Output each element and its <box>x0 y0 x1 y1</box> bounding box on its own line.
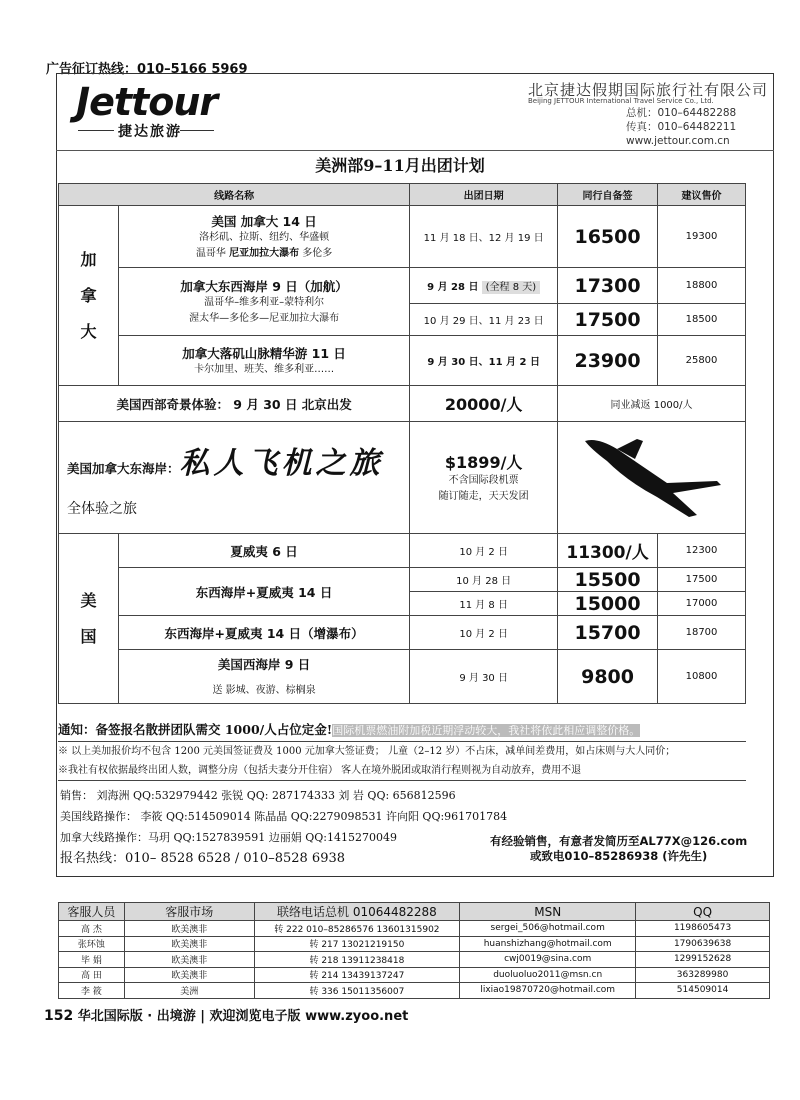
jet-image-cell <box>558 422 746 534</box>
cs-cell: 363289980 <box>636 967 770 983</box>
cs-cell: 欧美澳非 <box>124 952 254 968</box>
cs-cell: 1198605473 <box>636 921 770 937</box>
cs-cell: 毕 娟 <box>59 952 125 968</box>
agent-price: 9800 <box>558 650 658 704</box>
jettour-logo: Jettour <box>76 80 218 124</box>
route-west-usa: 美国西部奇景体验： 9 月 30 日 北京出发 <box>59 386 410 422</box>
agent-price: 11300/人 <box>558 534 658 568</box>
company-name-cn: 北京捷达假期国际旅行社有限公司 <box>528 81 769 99</box>
retail-price: 18500 <box>658 304 746 336</box>
private-jet-handwriting: 私人飞机之旅 <box>179 445 384 481</box>
cs-cell: 1299152628 <box>636 952 770 968</box>
tour-schedule-table <box>58 183 746 704</box>
route-usa-2: 东西海岸+夏威夷 14 日 <box>118 568 409 616</box>
date-cell: 10 月 28 日 <box>410 568 558 592</box>
agent-price: 17500 <box>558 304 658 336</box>
cs-cell: cwj0019@sina.com <box>460 952 636 968</box>
retail-price: 18700 <box>658 616 746 650</box>
route-usa-3: 东西海岸+夏威夷 14 日（增瀑布） <box>118 616 409 650</box>
cs-cell: 张环蚀 <box>59 936 125 952</box>
table-row <box>59 952 770 968</box>
notes-block <box>58 720 746 781</box>
retail-price: 17000 <box>658 592 746 616</box>
table-header-row <box>59 184 746 206</box>
agent-price: 15700 <box>558 616 658 650</box>
header-route: 线路名称 <box>59 184 410 206</box>
signup-hotline: 报名热线：010– 8528 6528 / 010–8528 6938 <box>60 851 346 866</box>
cs-header-row: 客服人员 客服市场 联络电话总机 01064482288 MSN QQ <box>59 903 770 921</box>
company-website: www.jettour.com.cn <box>626 135 730 147</box>
route-private-jet: 美国加拿大东海岸：私人飞机之旅 全体验之旅 <box>59 422 410 534</box>
cs-cell: 高 杰 <box>59 921 125 937</box>
table-row <box>59 983 770 999</box>
cs-cell: duoluoluo2011@msn.cn <box>460 967 636 983</box>
cs-cell: huanshizhang@hotmail.com <box>460 936 636 952</box>
cs-cell: 1790639638 <box>636 936 770 952</box>
logo-line-left <box>78 130 114 131</box>
table-row <box>59 268 746 304</box>
retail-price: 19300 <box>658 206 746 268</box>
header-retail-price: 建议售价 <box>658 184 746 206</box>
airplane-icon <box>577 431 727 521</box>
ad-hotline: 广告征订热线：010–5166 5969 <box>46 62 248 77</box>
cs-cell: 514509014 <box>636 983 770 999</box>
retail-price: 17500 <box>658 568 746 592</box>
retail-price: 12300 <box>658 534 746 568</box>
cs-cell: 欧美澳非 <box>124 921 254 937</box>
cs-cell: lixiao19870720@hotmail.com <box>460 983 636 999</box>
date-cell: 10 月 29 日、11 月 23 日 <box>410 304 558 336</box>
table-row <box>59 386 746 422</box>
table-row <box>59 336 746 386</box>
agent-price: 15000 <box>558 592 658 616</box>
date-cell: 10 月 2 日 <box>410 616 558 650</box>
date-cell: 11 月 18 日、12 月 19 日 <box>410 206 558 268</box>
agent-price: 15500 <box>558 568 658 592</box>
region-canada: 加 拿 大 <box>59 206 119 386</box>
canada-ops-line: 加拿大线路操作：马玥 QQ:1527839591 边丽娟 QQ:1415270049 <box>60 831 397 844</box>
page-footer <box>44 1005 408 1024</box>
logo-line-right <box>180 130 214 131</box>
date-cell: 9 月 30 日 <box>410 650 558 704</box>
table-row <box>59 936 770 952</box>
customer-service-table <box>58 902 770 999</box>
logo-subtitle: 捷达旅游 <box>118 124 182 140</box>
route-usa-1: 夏威夷 6 日 <box>118 534 409 568</box>
table-row <box>59 422 746 534</box>
cs-cell: 美洲 <box>124 983 254 999</box>
cs-cell: 转 218 13911238418 <box>254 952 460 968</box>
table-row <box>59 616 746 650</box>
cs-cell: 转 214 13439137247 <box>254 967 460 983</box>
sales-line: 销售： 刘海洲 QQ:532979442 张锐 QQ: 287174333 刘 岩 QQ: 656812596 <box>60 789 456 802</box>
agent-price: 16500 <box>558 206 658 268</box>
date-cell: 9 月 30 日、11 月 2 日 <box>410 336 558 386</box>
agent-price: 17300 <box>558 268 658 304</box>
header-date: 出团日期 <box>410 184 558 206</box>
usa-ops-line: 美国线路操作： 李筱 QQ:514509014 陈晶晶 QQ:2279098531 许向阳 QQ:961701784 <box>60 810 508 823</box>
cs-cell: 转 336 15011356007 <box>254 983 460 999</box>
company-phone: 总机：010–64482288 <box>626 107 737 119</box>
retail-price: 10800 <box>658 650 746 704</box>
cs-cell: 转 222 010–85286576 13601315902 <box>254 921 460 937</box>
jet-price-cell: $1899/人 不含国际段机票 随订随走，天天发团 <box>410 422 558 534</box>
table-row <box>59 534 746 568</box>
region-usa: 美 国 <box>59 534 119 704</box>
route-usa-4: 美国西海岸 9 日 送 影城、夜游、棕榈泉 <box>118 650 409 704</box>
plan-title: 美洲部9–11月出团计划 <box>315 156 485 175</box>
cs-cell: 欧美澳非 <box>124 967 254 983</box>
table-row <box>59 967 770 983</box>
notice-line: 通知：备签报名散拼团队需交 1000/人占位定金!国际机票燃油附加税近期浮动较大，我社将依此相应调整价格。 <box>58 722 641 737</box>
cs-cell: 转 217 13021219150 <box>254 936 460 952</box>
company-contact <box>626 106 736 148</box>
route-canada-1: 美国 加拿大 14 日 洛杉矶、拉斯、纽约、华盛顿 温哥华 尼亚加拉大瀑布 多伦多 <box>118 206 409 268</box>
date-cell: 11 月 8 日 <box>410 592 558 616</box>
table-row <box>59 650 746 704</box>
company-name-en: Beijing JETTOUR International Travel Service Co., Ltd. <box>528 97 714 105</box>
date-cell: 9 月 28 日 (全程 8 天) <box>410 268 558 304</box>
table-row <box>59 206 746 268</box>
fuel-surcharge-notice: 国际机票燃油附加税近期浮动较大，我社将依此相应调整价格。 <box>332 724 641 737</box>
header-agent-price: 同行自备签 <box>558 184 658 206</box>
recruitment-cta: 有经验销售，有意者发简历至AL77X@126.com 或致电010–85286938 (许先生) <box>490 834 748 863</box>
table-row <box>59 568 746 592</box>
route-canada-3: 加拿大落矶山脉精华游 11 日 卡尔加里、班芙、维多利亚…… <box>118 336 409 386</box>
cs-cell: sergei_506@hotmail.com <box>460 921 636 937</box>
west-price: 20000/人 <box>410 386 558 422</box>
retail-price: 25800 <box>658 336 746 386</box>
note-rooming: ※我社有权依据最终出团人数，调整分房（包括夫妻分开住宿） 客人在境外脱团或取消行程则视为自动放弃，费用不退 <box>58 765 582 776</box>
cs-cell: 高 田 <box>59 967 125 983</box>
cs-cell: 欧美澳非 <box>124 936 254 952</box>
date-cell: 10 月 2 日 <box>410 534 558 568</box>
route-canada-2: 加拿大东西海岸 9 日（加航） 温哥华–维多利亚–蒙特利尔 渥太华—多伦多—尼亚加拉大瀑布 <box>118 268 409 336</box>
agent-price: 23900 <box>558 336 658 386</box>
table-row <box>59 921 770 937</box>
notes-divider <box>58 780 746 781</box>
company-fax: 传真：010–64482211 <box>626 121 737 133</box>
retail-price: 18800 <box>658 268 746 304</box>
footer-text: 华北国际版 · 出境游 | 欢迎浏览电子版 www.zyoo.net <box>77 1009 409 1024</box>
west-note: 同业减返 1000/人 <box>558 386 746 422</box>
cs-cell: 李 筱 <box>59 983 125 999</box>
header-divider <box>56 150 774 151</box>
note-visa: ※ 以上美加报价均不包含 1200 元美国签证费及 1000 元加拿大签证费； 儿童（2–12 岁）不占床，减单间差费用，如占床则与大人同价； <box>58 746 676 757</box>
page-number: 152 <box>44 1008 74 1024</box>
